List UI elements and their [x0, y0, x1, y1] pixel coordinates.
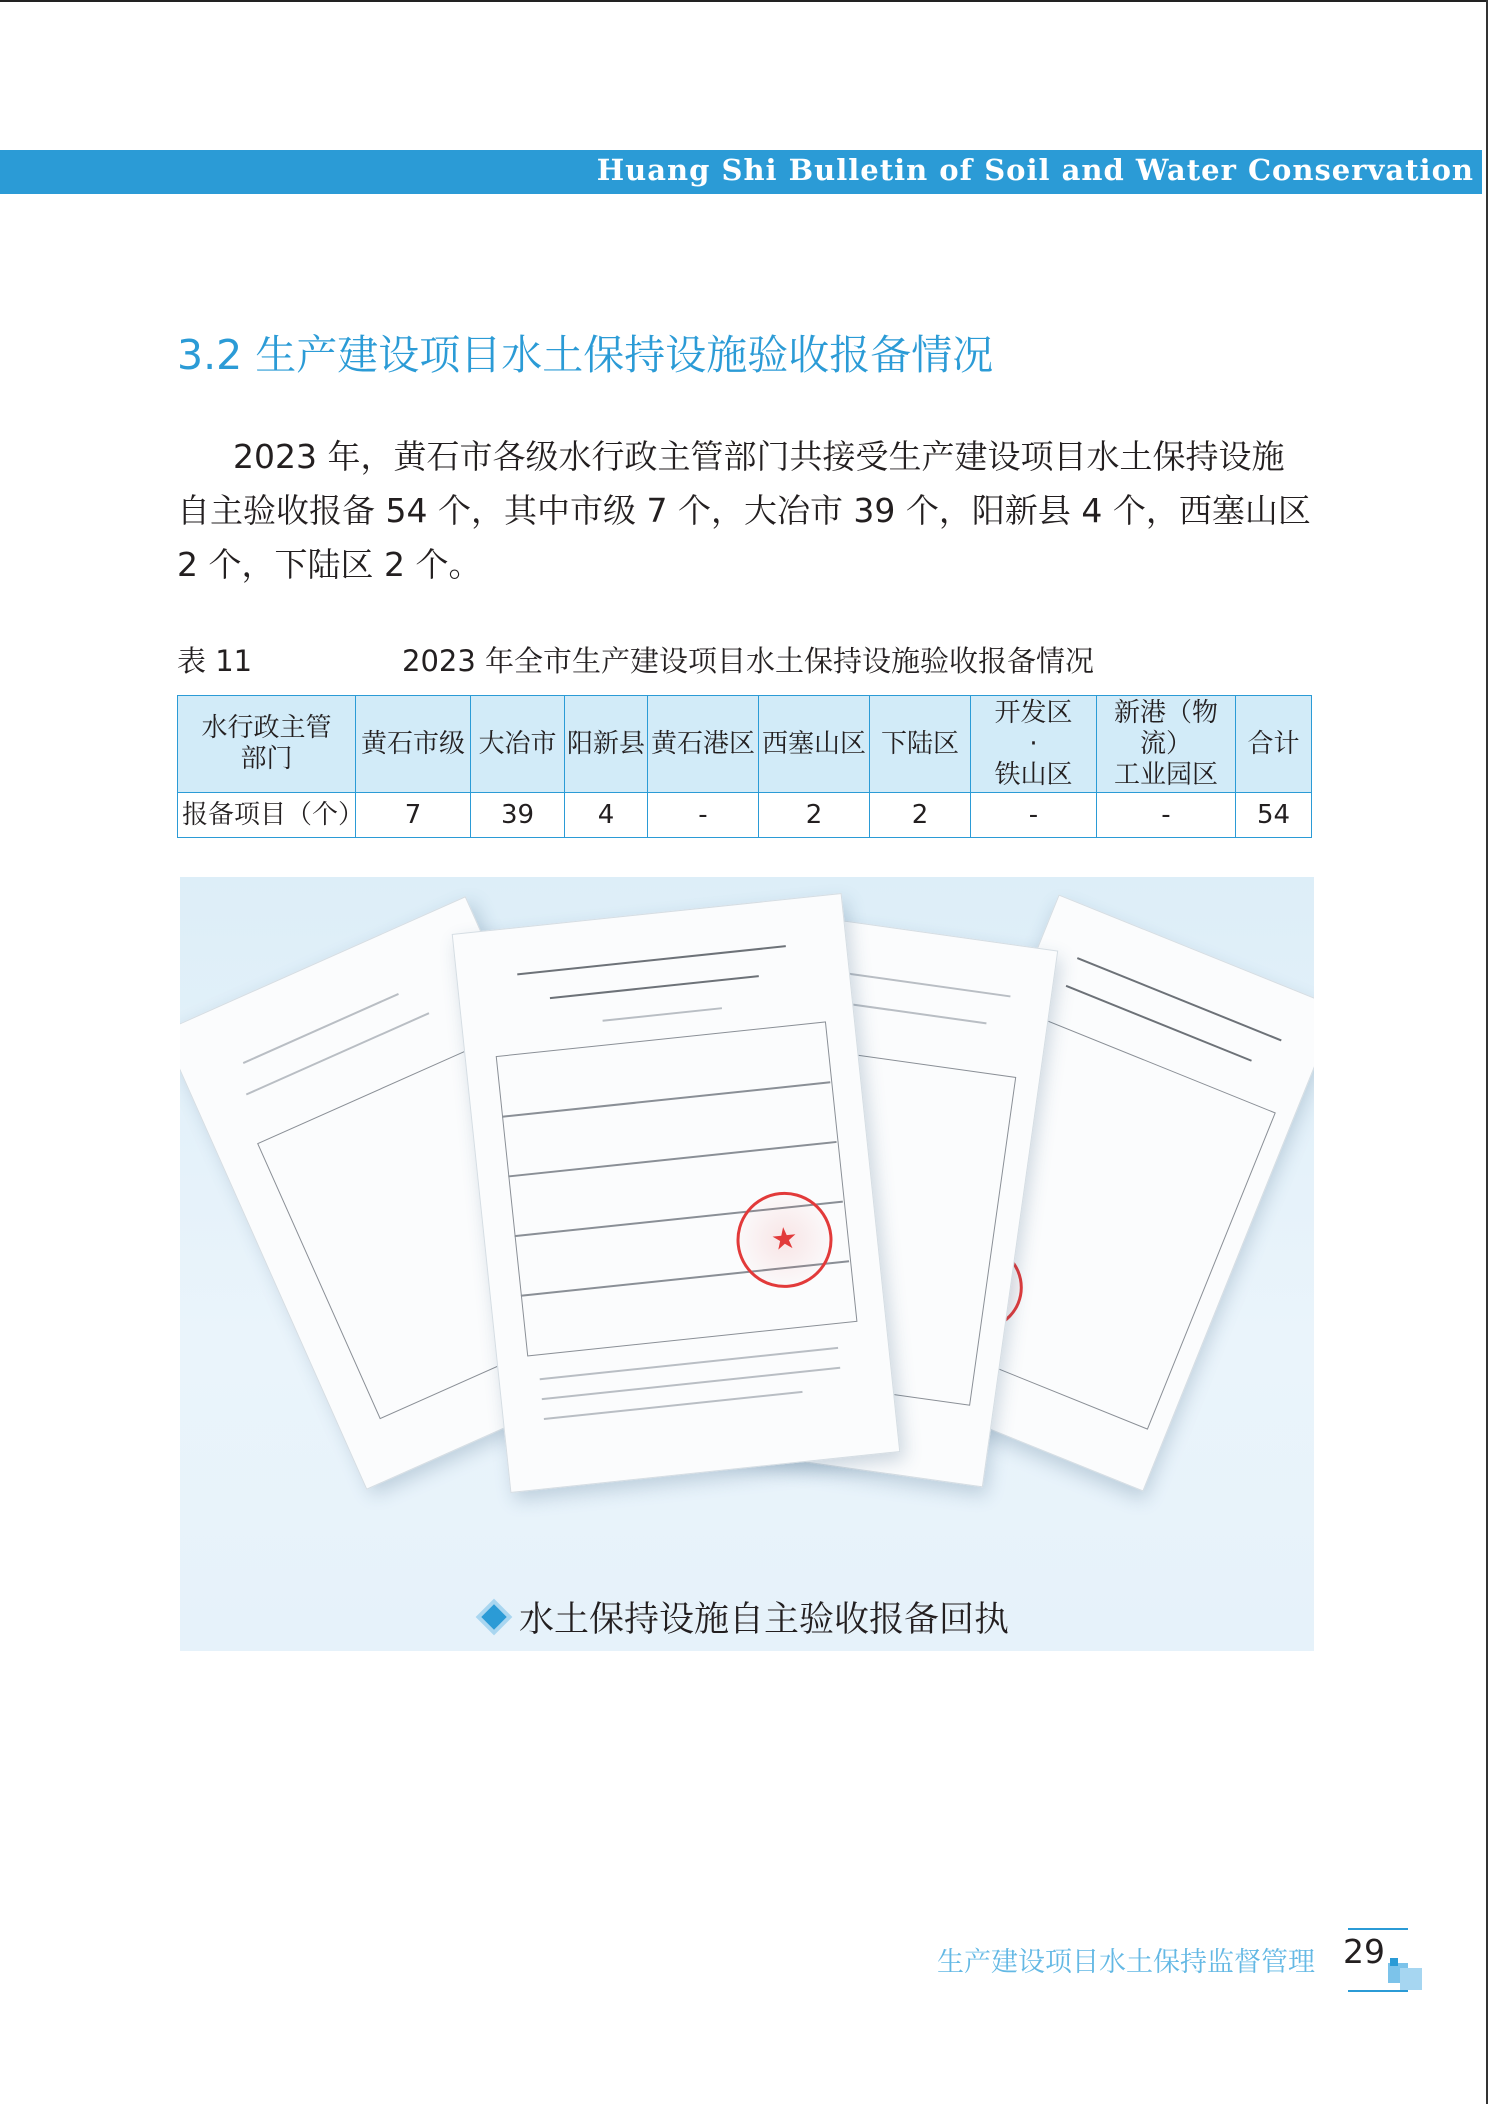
header-cell: 下陆区 [870, 696, 971, 793]
table-cell: - [971, 793, 1097, 838]
header-cell: 合计 [1236, 696, 1312, 793]
section-title: 3.2 生产建设项目水土保持设施验收报备情况 [177, 331, 994, 379]
header-band [0, 150, 1482, 194]
document-line [243, 993, 399, 1064]
paragraph-text: 2023 年，黄石市各级水行政主管部门共接受生产建设项目水土保持设施自主验收报备 54 个，其中市级 7 个，大冶市 39 个，阳新县 4 个，西塞山区 2 个，下陆区 2 个。 [177, 437, 1311, 584]
header-cell-dept [178, 696, 356, 793]
table-cell: 2 [870, 793, 971, 838]
document-line [602, 1007, 722, 1022]
table-cell: - [648, 793, 759, 838]
header-cell: 西塞山区 [759, 696, 870, 793]
document-line [542, 1367, 841, 1400]
receipts-photo [180, 877, 1314, 1651]
table-row [178, 793, 1312, 838]
table-title: 2023 年全市生产建设项目水土保持设施验收报备情况 [402, 644, 1095, 678]
document-sheet [452, 893, 901, 1493]
row-label: 报备项目（个） [178, 793, 356, 838]
photo-caption-text: 水土保持设施自主验收报备回执 [518, 1600, 1009, 1640]
document-line [540, 1347, 839, 1380]
table-cell: 7 [356, 793, 471, 838]
header-cell-kaifa [971, 696, 1097, 793]
table-cell: 4 [565, 793, 648, 838]
footer-chapter-title: 生产建设项目水土保持监督管理 [937, 1947, 1315, 1978]
document-line [550, 975, 759, 999]
header-cell: 黄石港区 [648, 696, 759, 793]
photo-caption [180, 1592, 1314, 1642]
acceptance-table [177, 695, 1312, 838]
page-top-border [0, 0, 1488, 2]
corner-decoration [1390, 1958, 1398, 1966]
header-cell: 黄石市级 [356, 696, 471, 793]
header-line: 水行政主管 [201, 713, 332, 743]
header-line: 铁山区 [994, 759, 1073, 790]
document-line [517, 945, 786, 975]
table-cell: 54 [1236, 793, 1312, 838]
header-cell-xingang [1097, 696, 1236, 793]
header-line: 部门 [240, 744, 293, 774]
header-line: 工业园区 [1113, 759, 1218, 790]
table-header-row [178, 696, 1312, 793]
table-cell: 39 [471, 793, 565, 838]
header-cell: 阳新县 [565, 696, 648, 793]
document-line [1077, 957, 1282, 1041]
corner-decoration [1400, 1968, 1422, 1990]
header-cell: 大冶市 [471, 696, 565, 793]
table-number: 表 11 [177, 644, 253, 678]
table-caption [177, 639, 1317, 679]
document-table [496, 1021, 858, 1356]
table-cell: - [1097, 793, 1236, 838]
table-cell: 2 [759, 793, 870, 838]
diamond-bullet-icon [481, 1604, 506, 1629]
header-band-text: Huang Shi Bulletin of Soil and Water Conservation [596, 153, 1474, 187]
page-number: 29 [1343, 1932, 1385, 1971]
header-line: · [1029, 728, 1038, 759]
header-line: 新港（物流） [1113, 697, 1218, 759]
body-paragraph [177, 430, 1317, 592]
header-line: 开发区 [994, 697, 1073, 728]
